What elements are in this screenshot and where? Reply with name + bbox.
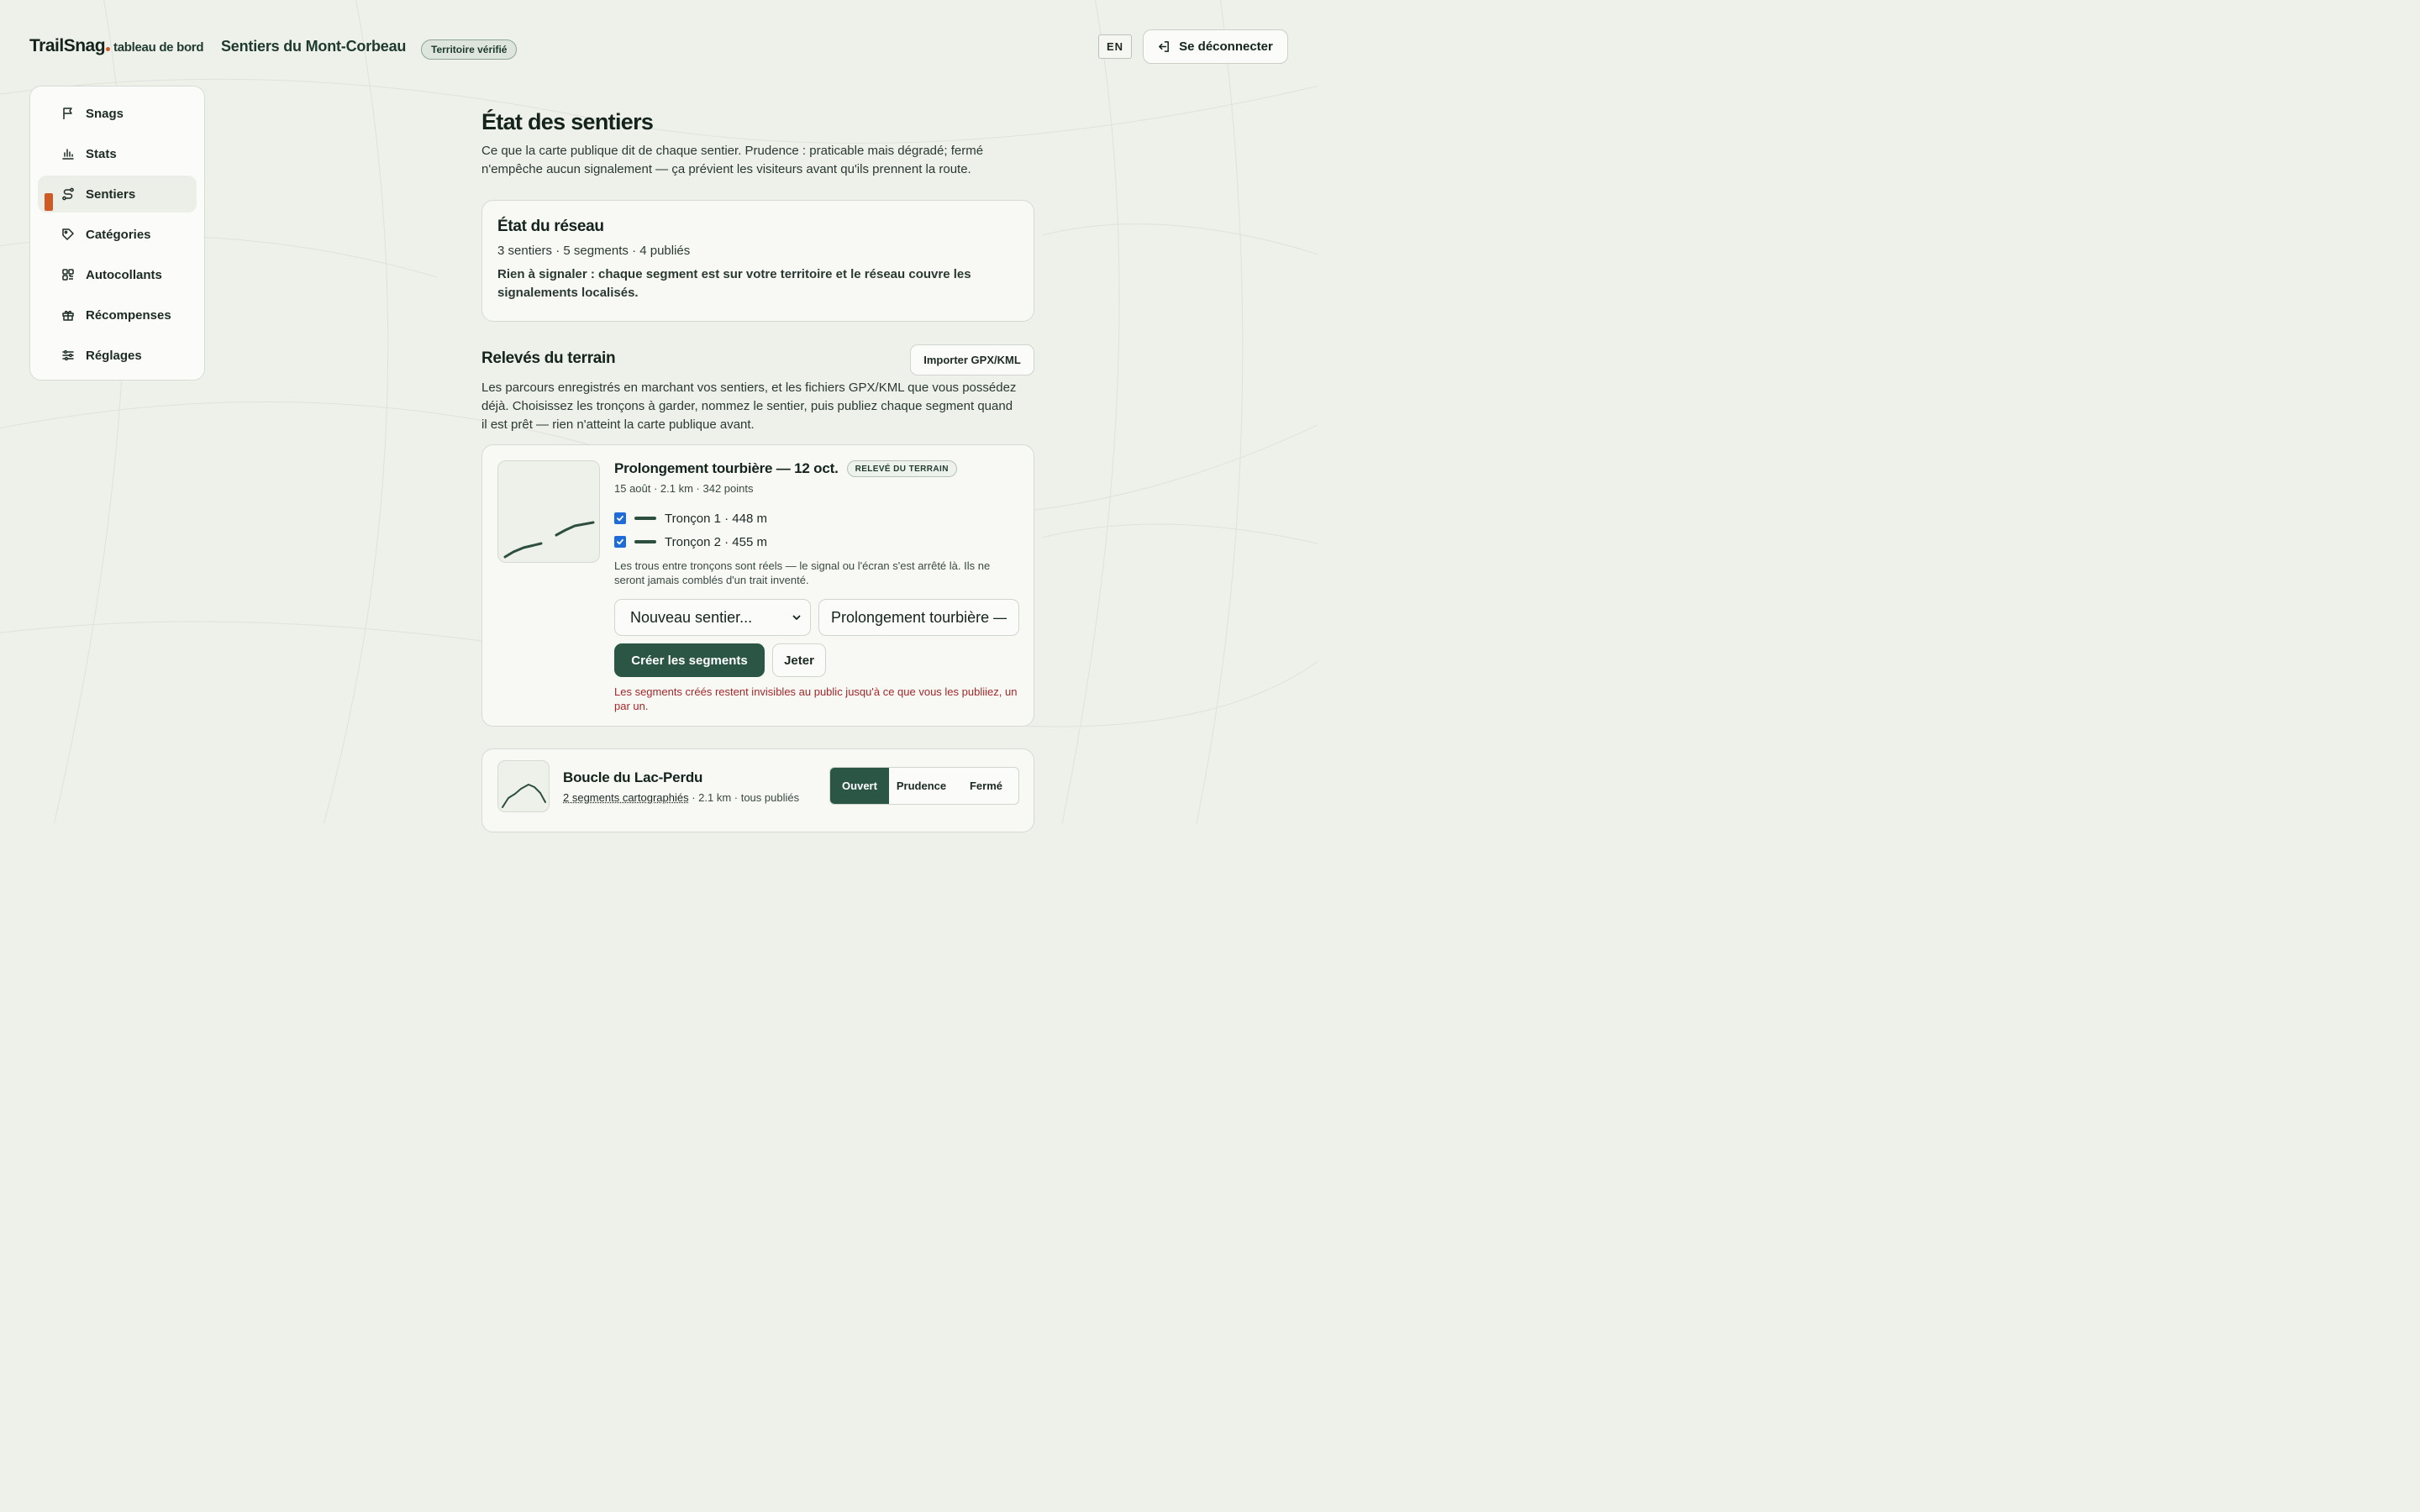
create-segments-button[interactable]: Créer les segments xyxy=(614,643,765,677)
network-status-title: État du réseau xyxy=(497,218,604,235)
sidebar-item-label: Autocollants xyxy=(86,267,162,282)
track-title: Prolongement tourbière — 12 oct. xyxy=(614,460,839,476)
sidebar-item-label: Récompenses xyxy=(86,307,171,323)
segment-row xyxy=(614,507,1019,530)
sidebar-item-label: Catégories xyxy=(86,227,151,242)
discard-button[interactable]: Jeter xyxy=(772,643,826,677)
brand-dot xyxy=(106,47,110,51)
main-content xyxy=(481,108,1034,804)
segment-checkbox[interactable] xyxy=(614,512,626,524)
bar-chart-icon xyxy=(60,146,76,161)
sidebar-item-reglages[interactable] xyxy=(38,337,197,374)
trail-preview-map xyxy=(497,760,550,812)
brand-logo[interactable] xyxy=(29,36,203,56)
segment-label: Tronçon 2 · 455 m xyxy=(665,534,767,549)
trail-select-value: Nouveau sentier... xyxy=(630,608,753,626)
brand-subtitle: tableau de bord xyxy=(113,40,204,55)
segment-checkbox[interactable] xyxy=(614,536,626,548)
page-title: État des sentiers xyxy=(481,109,654,134)
qr-code-icon xyxy=(60,267,76,282)
active-indicator xyxy=(45,193,53,211)
visibility-warning: Les segments créés restent invisibles au public jusqu'à ce que vous les publiiez, un par un. xyxy=(614,685,1018,712)
track-preview-map xyxy=(497,460,600,563)
segment-label: Tronçon 1 · 448 m xyxy=(665,511,767,526)
brand-name: TrailSnag xyxy=(29,36,106,55)
status-closed-option[interactable]: Fermé xyxy=(969,780,1003,792)
field-surveys-header xyxy=(481,344,1034,375)
sidebar-item-sentiers[interactable] xyxy=(38,176,197,213)
gap-note: Les trous entre tronçons sont réels — le signal ou l'écran s'est arrêté là. Ils ne seront jamais comblés d'un trait inventé. xyxy=(614,559,991,586)
segment-form-row xyxy=(614,599,1019,636)
status-open-option[interactable]: Ouvert xyxy=(830,768,889,804)
network-status-card xyxy=(481,200,1034,322)
trail-name-input[interactable] xyxy=(818,599,1019,636)
field-survey-badge: RELEVÉ DU TERRAIN xyxy=(847,460,957,477)
trail-card xyxy=(481,748,1034,832)
logout-button[interactable] xyxy=(1143,29,1288,64)
sliders-icon xyxy=(60,348,76,363)
sidebar-item-label: Réglages xyxy=(86,348,142,363)
field-surveys-description: Les parcours enregistrés en marchant vos sentiers, et les fichiers GPX/KML que vous possédez déjà. Choisissez les tronçons à garder, nommez le sentier, puis publiez chaque segment quand il est prêt — rien n'atteint la carte publique avant. xyxy=(481,381,1017,432)
segment-actions xyxy=(614,643,1019,677)
sidebar-item-label: Snags xyxy=(86,106,124,121)
import-gpx-kml-button[interactable]: Importer GPX/KML xyxy=(910,344,1034,375)
sidebar-item-snags[interactable] xyxy=(38,95,197,132)
sidebar-item-label: Stats xyxy=(86,146,117,161)
network-stats: 3 sentiers · 5 segments · 4 publiés xyxy=(497,244,691,258)
sidebar-item-label: Sentiers xyxy=(86,186,136,202)
segments-link[interactable]: 2 segments cartographiés xyxy=(563,791,689,804)
organization-name: Sentiers du Mont-Corbeau xyxy=(221,38,407,55)
field-surveys-title: Relevés du terrain xyxy=(481,349,616,367)
territory-verified-badge: Territoire vérifié xyxy=(421,39,517,60)
trail-status-toggle xyxy=(829,767,1019,805)
trail-select[interactable] xyxy=(614,599,811,636)
network-message: Rien à signaler : chaque segment est sur votre territoire et le réseau couvre les signalements localisés. xyxy=(497,267,971,300)
chevron-down-icon xyxy=(792,612,802,622)
sidebar-item-recompenses[interactable] xyxy=(38,297,197,333)
gift-icon xyxy=(60,307,76,323)
trail-meta xyxy=(563,791,799,804)
segment-color-swatch xyxy=(634,540,656,543)
top-bar xyxy=(0,0,1318,92)
segment-color-swatch xyxy=(634,517,656,520)
sidebar-item-autocollants[interactable] xyxy=(38,256,197,293)
language-toggle-button[interactable]: EN xyxy=(1098,34,1132,59)
sidebar-item-categories[interactable] xyxy=(38,216,197,253)
track-details xyxy=(614,460,1019,713)
route-icon xyxy=(60,186,76,202)
field-track-card xyxy=(481,444,1034,727)
tag-icon xyxy=(60,227,76,242)
trail-name: Boucle du Lac-Perdu xyxy=(563,769,703,785)
status-caution-option[interactable]: Prudence xyxy=(896,780,947,792)
logout-label: Se déconnecter xyxy=(1179,39,1273,54)
segment-list xyxy=(614,507,1019,554)
page-description: Ce que la carte publique dit de chaque sentier. Prudence : praticable mais dégradé; fermé n'empêche aucun signalement — ça prévient les visiteurs avant qu'ils prennent la route. xyxy=(481,144,984,176)
trail-meta-rest: · 2.1 km · tous publiés xyxy=(688,791,800,804)
flag-icon xyxy=(60,106,76,121)
track-meta: 15 août · 2.1 km · 342 points xyxy=(614,482,754,495)
sidebar-item-stats[interactable] xyxy=(38,135,197,172)
logout-icon xyxy=(1158,40,1171,53)
track-title-row xyxy=(614,460,1019,477)
sidebar-nav xyxy=(29,86,205,381)
segment-row xyxy=(614,530,1019,554)
